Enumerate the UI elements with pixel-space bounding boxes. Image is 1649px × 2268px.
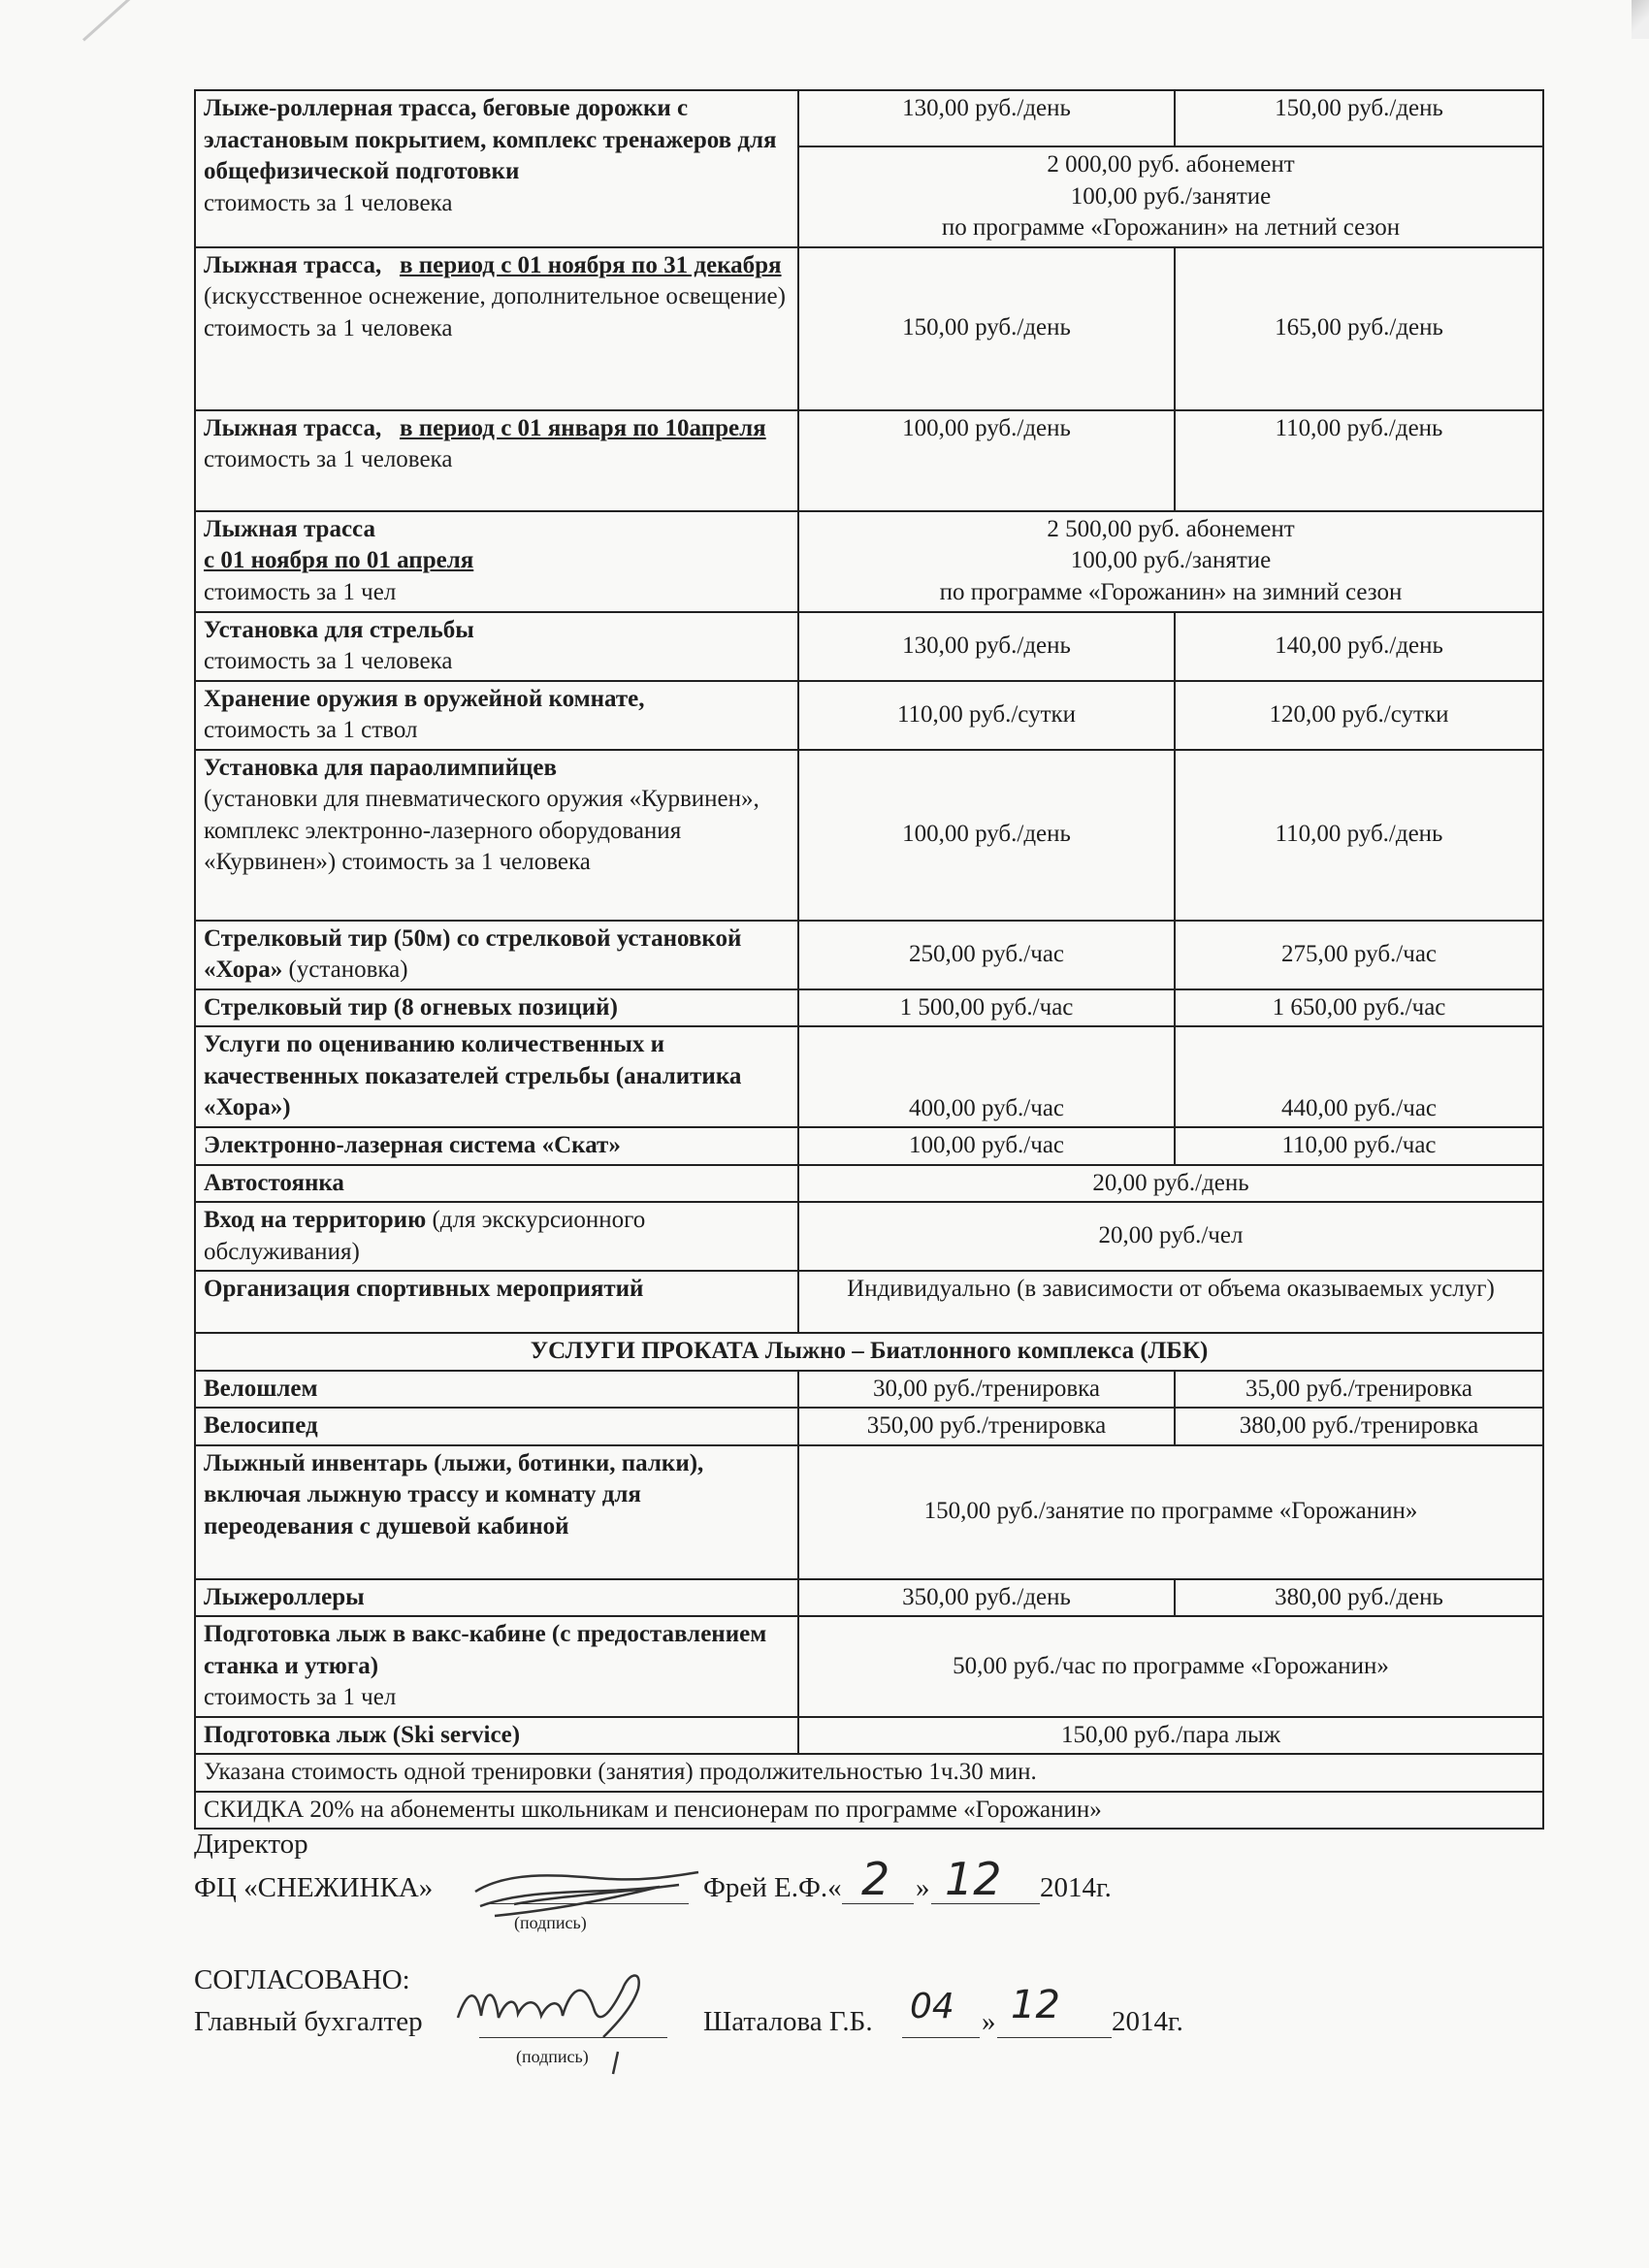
- director-name: Фрей Е.Ф.«: [703, 1872, 842, 1903]
- price-cell: 50,00 руб./час по программе «Горожанин»: [798, 1616, 1543, 1717]
- service-cell: [195, 90, 798, 247]
- service-cell: [195, 921, 798, 989]
- duration-note: Указана стоимость одной тренировки (занятия) продолжительностью 1ч.30 мин.: [195, 1754, 1543, 1792]
- service-cell: [195, 1202, 798, 1271]
- price-cell: 100,00 руб./день: [798, 750, 1175, 921]
- director-year: 2014г.: [1040, 1872, 1112, 1903]
- price-cell: 110,00 руб./час: [1175, 1127, 1543, 1165]
- price-cell: 140,00 руб./день: [1175, 612, 1543, 681]
- price-cell: 275,00 руб./час: [1175, 921, 1543, 989]
- tariff-table: [194, 89, 1544, 1830]
- table-row: [195, 612, 1543, 681]
- service-name: Установка для параолимпийцев: [204, 754, 557, 781]
- service-cell: [195, 410, 798, 511]
- service-note: стоимость за 1 чел: [204, 578, 397, 605]
- service-cell: [195, 1127, 798, 1165]
- table-row: [195, 1579, 1543, 1617]
- service-note: стоимость за 1 человека: [204, 446, 453, 472]
- price-cell: 130,00 руб./день: [798, 90, 1175, 146]
- accountant-month: 12: [1011, 1983, 1060, 2027]
- service-cell: [195, 1371, 798, 1409]
- service-cell: [195, 1616, 798, 1717]
- director-day: 2: [861, 1853, 890, 1905]
- service-name: Лыжная трасса: [204, 515, 375, 542]
- price-cell: 20,00 руб./чел: [798, 1202, 1543, 1271]
- table-row: [195, 921, 1543, 989]
- date-separator: »: [916, 1872, 930, 1903]
- service-name: Лыжный инвентарь (лыжи, ботинки, палки), включая лыжную трассу и комнату для переодевания с душевой кабиной: [204, 1449, 704, 1539]
- signature-caption: (подпись): [514, 1913, 587, 1932]
- day-line: [902, 2037, 980, 2038]
- price-cell: 110,00 руб./сутки: [798, 681, 1175, 750]
- price-cell: 100,00 руб./день: [798, 410, 1175, 511]
- accountant-day: 04: [910, 1987, 954, 2026]
- table-row: [195, 1202, 1543, 1271]
- price-cell: 120,00 руб./сутки: [1175, 681, 1543, 750]
- service-cell: [195, 612, 798, 681]
- table-row: [195, 1445, 1543, 1579]
- session-price: 100,00 руб./занятие: [1070, 547, 1272, 574]
- table-row: [195, 750, 1543, 921]
- subscription-cell: [798, 511, 1543, 612]
- subscription-price: 2 500,00 руб. абонемент: [1047, 515, 1295, 542]
- table-row: [195, 90, 1543, 146]
- session-price: 100,00 руб./занятие: [1070, 182, 1272, 210]
- service-cell: [195, 247, 798, 410]
- service-period: с 01 ноября по 01 апреля: [204, 547, 474, 573]
- service-name: Стрелковый тир (50м) со стрелковой установкой «Хора»: [204, 924, 742, 983]
- date-separator: »: [982, 2006, 996, 2037]
- price-cell: 400,00 руб./час: [798, 1026, 1175, 1127]
- price-cell: 380,00 руб./тренировка: [1175, 1408, 1543, 1445]
- price-cell: 150,00 руб./день: [798, 247, 1175, 410]
- price-cell: 30,00 руб./тренировка: [798, 1371, 1175, 1409]
- service-name: Лыжероллеры: [204, 1583, 365, 1610]
- service-name: Лыже-роллерная трасса, беговые дорожки с эластановым покрытием, комплекс тренажеров для общефизической подготовки: [204, 95, 777, 184]
- service-extra: (установки для пневматического оружия «Курвинен», комплекс электронно-лазерного оборудования «Курвинен») стоимость за 1 человека: [204, 786, 760, 875]
- service-period: в период с 01 января по 10апреля: [399, 414, 766, 441]
- accountant-title: Главный бухгалтер: [194, 2006, 423, 2037]
- note-row: [195, 1792, 1543, 1830]
- service-name: Организация спортивных мероприятий: [204, 1276, 644, 1302]
- note-row: [195, 1754, 1543, 1792]
- price-cell: 1 650,00 руб./час: [1175, 989, 1543, 1027]
- service-extra: (для экскурсионного обслуживания): [204, 1207, 646, 1265]
- service-cell: [195, 750, 798, 921]
- table-row: [195, 1717, 1543, 1755]
- table-row: [195, 1616, 1543, 1717]
- table-row: [195, 1026, 1543, 1127]
- service-note: стоимость за 1 человека: [204, 189, 453, 216]
- service-cell: [195, 511, 798, 612]
- price-cell: Индивидуально (в зависимости от объема оказываемых услуг): [798, 1271, 1543, 1333]
- price-cell: 35,00 руб./тренировка: [1175, 1371, 1543, 1409]
- service-name: Электронно-лазерная система «Скат»: [204, 1132, 621, 1158]
- org-name: ФЦ «СНЕЖИНКА»: [194, 1872, 434, 1903]
- subscription-cell: [798, 146, 1543, 247]
- program-note: по программе «Горожанин» на летний сезон: [941, 214, 1401, 241]
- service-cell: [195, 681, 798, 750]
- price-cell: 150,00 руб./пара лыж: [798, 1717, 1543, 1755]
- service-cell: [195, 1579, 798, 1617]
- price-cell: 110,00 руб./день: [1175, 410, 1543, 511]
- price-cell: 150,00 руб./занятие по программе «Горожанин»: [798, 1445, 1543, 1579]
- price-cell: 440,00 руб./час: [1175, 1026, 1543, 1127]
- service-name: Велосипед: [204, 1412, 318, 1439]
- service-name: Подготовка лыж в вакс-кабине (с предоставлением станка и утюга): [204, 1621, 767, 1679]
- service-cell: [195, 1717, 798, 1755]
- price-cell: 165,00 руб./день: [1175, 247, 1543, 410]
- service-cell: [195, 1445, 798, 1579]
- scan-corner: [1632, 0, 1649, 39]
- service-name: Стрелковый тир (8 огневых позиций): [204, 993, 618, 1021]
- table-row: [195, 1271, 1543, 1333]
- director-month: 12: [945, 1853, 1002, 1905]
- service-name: Хранение оружия в оружейной комнате,: [204, 685, 645, 712]
- subscription-price: 2 000,00 руб. абонемент: [1047, 151, 1295, 178]
- price-cell: 150,00 руб./день: [1175, 90, 1543, 146]
- service-extra: (искусственное оснежение, дополнительное освещение): [204, 283, 786, 309]
- table-row: [195, 1165, 1543, 1203]
- price-cell: 1 500,00 руб./час: [798, 989, 1175, 1027]
- approved-label: СОГЛАСОВАНО:: [194, 1964, 410, 1995]
- section-row: [195, 1333, 1543, 1371]
- service-cell: [195, 1408, 798, 1445]
- table-row: [195, 1371, 1543, 1409]
- table-row: [195, 410, 1543, 511]
- month-line: [997, 2037, 1112, 2038]
- service-name: Лыжная трасса,: [204, 414, 382, 441]
- service-name: Лыжная трасса,: [204, 251, 382, 278]
- price-cell: 20,00 руб./день: [798, 1165, 1543, 1203]
- accountant-name: Шаталова Г.Б.: [703, 2006, 873, 2037]
- service-note: стоимость за 1 чел: [204, 1684, 397, 1710]
- price-cell: 350,00 руб./день: [798, 1579, 1175, 1617]
- service-name: Подготовка лыж (Ski service): [204, 1721, 521, 1748]
- service-cell: [195, 1271, 798, 1333]
- service-name: Велошлем: [204, 1375, 318, 1402]
- accountant-year: 2014г.: [1112, 2006, 1183, 2037]
- section-title: УСЛУГИ ПРОКАТА Лыжно – Биатлонного комплекса (ЛБК): [195, 1333, 1543, 1371]
- service-note: стоимость за 1 человека: [204, 648, 453, 674]
- service-name: Вход на территорию: [204, 1207, 427, 1233]
- table-row: [195, 681, 1543, 750]
- price-cell: 130,00 руб./день: [798, 612, 1175, 681]
- service-cell: [195, 989, 798, 1027]
- table-row: [195, 247, 1543, 410]
- service-extra: (установка): [288, 956, 408, 983]
- signature-caption: (подпись): [516, 2047, 589, 2066]
- table-row: [195, 989, 1543, 1027]
- price-cell: 350,00 руб./тренировка: [798, 1408, 1175, 1445]
- price-cell: 100,00 руб./час: [798, 1127, 1175, 1165]
- signature-line: [479, 2037, 667, 2038]
- table-row: [195, 1127, 1543, 1165]
- program-note: по программе «Горожанин» на зимний сезон: [939, 578, 1403, 605]
- director-title: Директор: [194, 1829, 308, 1860]
- service-period: в период с 01 ноября по 31 декабря: [399, 251, 782, 278]
- signature-line: [485, 1903, 689, 1904]
- table-row: [195, 1408, 1543, 1445]
- service-cell: [195, 1026, 798, 1127]
- scan-fold-mark: [82, 0, 149, 42]
- service-name: Установка для стрельбы: [204, 616, 474, 643]
- price-cell: 110,00 руб./день: [1175, 750, 1543, 921]
- service-name: Автостоянка: [204, 1169, 344, 1196]
- price-cell: 250,00 руб./час: [798, 921, 1175, 989]
- discount-note: СКИДКА 20% на абонементы школьникам и пенсионерам по программе «Горожанин»: [195, 1792, 1543, 1830]
- service-name: Услуги по оцениванию количественных и качественных показателей стрельбы (аналитика «Хора»): [204, 1031, 742, 1120]
- price-cell: 380,00 руб./день: [1175, 1579, 1543, 1617]
- table-row: [195, 511, 1543, 612]
- service-note: стоимость за 1 человека: [204, 314, 453, 341]
- service-note: стоимость за 1 ствол: [204, 717, 418, 743]
- service-cell: [195, 1165, 798, 1203]
